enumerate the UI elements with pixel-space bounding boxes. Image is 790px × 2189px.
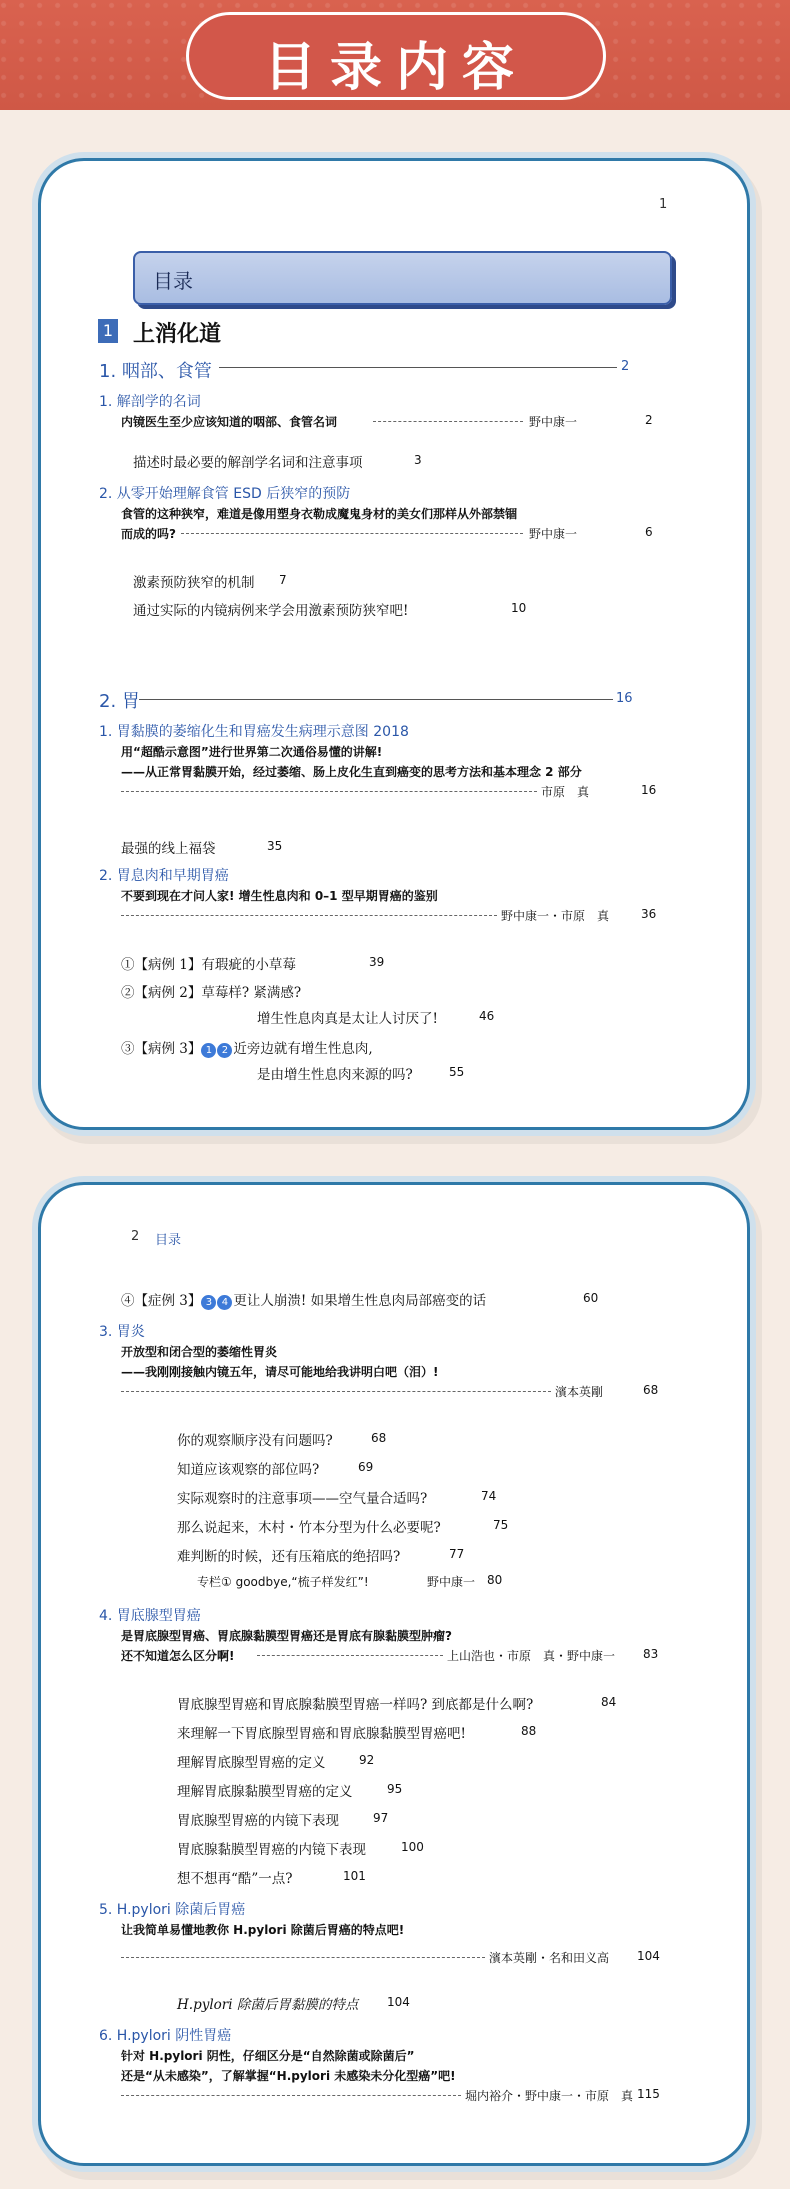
page-ref: 95 (387, 1782, 403, 1796)
toc-item[interactable]: 难判断的时候，还有压箱底的绝招吗? (177, 1549, 401, 1565)
page-ref: 104 (387, 1995, 410, 2009)
leader-dots (373, 421, 523, 422)
section-title[interactable]: 4. 胃底腺型胃癌 (99, 1608, 201, 1624)
page-ref: 36 (641, 907, 657, 921)
author: 市原 真 (541, 785, 590, 799)
page-ref: 68 (643, 1383, 659, 1397)
section-subtitle: 内镜医生至少应该知道的咽部、食管名词 (121, 415, 338, 429)
chapter-2-page: 16 (616, 691, 633, 706)
page-ref: 83 (643, 1647, 659, 1661)
section-title[interactable]: 2. 从零开始理解食管 ESD 后狭窄的预防 (99, 486, 351, 502)
section-subtitle: 食管的这种狭窄，难道是像用塑身衣勒成魔鬼身材的美女们那样从外部禁锢 (121, 507, 518, 521)
toc-heading-bar (133, 251, 672, 305)
figure-badge: 3 (201, 1295, 216, 1310)
author: 上山浩也・市原 真・野中康一 (447, 1649, 616, 1663)
toc-item[interactable]: 理解胃底腺型胃癌的定义 (177, 1755, 326, 1771)
toc-item[interactable]: 来理解一下胃底腺型胃癌和胃底腺黏膜型胃癌吧! (177, 1726, 466, 1742)
page-ref: 88 (521, 1724, 537, 1738)
author: 野中康一 (529, 415, 578, 429)
section-title[interactable]: 1. 胃黏膜的萎缩化生和胃癌发生病理示意图 2018 (99, 724, 409, 740)
toc-item[interactable]: 知道应该观察的部位吗? (177, 1462, 320, 1478)
section-subtitle: 用“超酷示意图”进行世界第二次通俗易懂的讲解! (121, 745, 383, 759)
page-ref: 35 (267, 839, 283, 853)
toc-item[interactable]: 描述时最必要的解剖学名词和注意事项 (133, 455, 363, 471)
figure-badge: 1 (201, 1043, 216, 1058)
toc-item[interactable]: 胃底腺型胃癌的内镜下表现 (177, 1813, 339, 1829)
case-item-cont: 是由增生性息肉来源的吗? (257, 1067, 413, 1083)
page-ref: 10 (511, 601, 527, 615)
case-item[interactable] (121, 1037, 373, 1058)
author: 野中康一 (427, 1575, 476, 1589)
leader-dots (257, 1655, 443, 1656)
column-item[interactable]: 专栏① goodbye,“梳子样发红”! (197, 1575, 369, 1589)
page-ref: 74 (481, 1489, 497, 1503)
author: 堀内裕介・野中康一・市原 真 (465, 2089, 634, 2103)
page-ref: 7 (279, 573, 287, 587)
toc-item[interactable]: 你的观察顺序没有问题吗? (177, 1433, 333, 1449)
toc-page-1 (38, 158, 750, 1130)
toc-item[interactable]: 最强的线上福袋 (121, 841, 216, 857)
page-number: 2 (131, 1229, 140, 1244)
page-ref: 100 (401, 1840, 424, 1854)
page-ref: 2 (645, 413, 653, 427)
section-subtitle: 开放型和闭合型的萎缩性胃炎 (121, 1345, 278, 1359)
author: 野中康一・市原 真 (501, 909, 610, 923)
figure-badge: 2 (217, 1043, 232, 1058)
page-ref: 46 (479, 1009, 495, 1023)
page-ref: 97 (373, 1811, 389, 1825)
leader-dots (121, 915, 497, 916)
section-subtitle: 让我简单易懂地教你 H.pylori 除菌后胃癌的特点吧! (121, 1923, 405, 1937)
part-number-badge: 1 (98, 319, 118, 343)
toc-page-2 (38, 1182, 750, 2166)
page-ref: 115 (637, 2087, 660, 2101)
section-subtitle: 还是“从未感染”，了解掌握“H.pylori 未感染未分化型癌”吧! (121, 2069, 456, 2083)
case-item[interactable]: ①【病例 1】有瑕疵的小草莓 (121, 957, 296, 973)
banner-pill (186, 12, 606, 100)
toc-item[interactable]: 理解胃底腺黏膜型胃癌的定义 (177, 1784, 353, 1800)
section-subtitle: 针对 H.pylori 阴性，仔细区分是“自然除菌或除菌后” (121, 2049, 415, 2063)
chapter-1-leader (219, 367, 617, 368)
section-subtitle: 不要到现在才问人家! 增生性息肉和 0–1 型早期胃癌的鉴别 (121, 889, 438, 903)
page-ref: 101 (343, 1869, 366, 1883)
leader-dots (121, 791, 537, 792)
page-ref: 39 (369, 955, 385, 969)
toc-item[interactable]: 激素预防狭窄的机制 (133, 575, 255, 591)
leader-dots (121, 2095, 461, 2096)
toc-item[interactable]: 实际观察时的注意事项——空气量合适吗? (177, 1491, 428, 1507)
case-text: 近旁边就有增生性息肉, (233, 1041, 373, 1057)
case-text: 更让人崩溃! 如果增生性息肉局部癌变的话 (233, 1293, 487, 1309)
page-ref: 75 (493, 1518, 509, 1532)
toc-item[interactable]: 想不想再“酷”一点? (177, 1871, 293, 1887)
section-subtitle: ——从正常胃黏膜开始，经过萎缩、肠上皮化生直到癌变的思考方法和基本理念 2 部分 (121, 765, 582, 779)
page-ref: 3 (414, 453, 422, 467)
leader-dots (121, 1391, 551, 1392)
author: 野中康一 (529, 527, 578, 541)
author: 濱本英剛・名和田义高 (489, 1951, 610, 1965)
section-title[interactable]: 6. H.pylori 阴性胃癌 (99, 2028, 232, 2044)
leader-dots (121, 1957, 485, 1958)
chapter-2-title[interactable]: 2. 胃 (99, 691, 140, 712)
toc-heading: 目录 (153, 269, 193, 293)
author: 濱本英剛 (555, 1385, 604, 1399)
section-subtitle: 还不知道怎么区分啊! (121, 1649, 235, 1663)
page-ref: 92 (359, 1753, 375, 1767)
section-title[interactable]: 5. H.pylori 除菌后胃癌 (99, 1902, 246, 1918)
page-ref: 16 (641, 783, 657, 797)
leader-dots (181, 533, 523, 534)
chapter-1-page: 2 (621, 359, 630, 374)
page-ref: 104 (637, 1949, 660, 1963)
page-ref: 6 (645, 525, 653, 539)
toc-item[interactable]: 胃底腺黏膜型胃癌的内镜下表现 (177, 1842, 366, 1858)
page-ref: 80 (487, 1573, 503, 1587)
page-ref: 84 (601, 1695, 617, 1709)
section-subtitle: ——我刚刚接触内镜五年，请尽可能地给我讲明白吧（泪）! (121, 1365, 439, 1379)
section-title[interactable]: 1. 解剖学的名词 (99, 394, 201, 410)
section-title[interactable]: 2. 胃息肉和早期胃癌 (99, 868, 229, 884)
case-prefix: ③【病例 3】 (121, 1041, 202, 1057)
header-banner (0, 0, 790, 110)
page-ref: 77 (449, 1547, 465, 1561)
case-prefix: ④【症例 3】 (121, 1293, 202, 1309)
case-item-cont: 增生性息肉真是太让人讨厌了! (257, 1011, 438, 1027)
chapter-2-leader (139, 699, 613, 700)
page-number: 1 (659, 197, 668, 212)
chapter-1-title[interactable]: 1. 咽部、食管 (99, 361, 212, 382)
banner-title: 目录内容 (263, 38, 528, 98)
toc-item[interactable]: H.pylori 除菌后胃黏膜的特点 (177, 1997, 359, 2013)
toc-item[interactable]: 通过实际的内镜病例来学会用激素预防狭窄吧! (133, 603, 409, 619)
page-ref: 69 (358, 1460, 374, 1474)
page-ref: 55 (449, 1065, 465, 1079)
case-item[interactable] (121, 1289, 486, 1310)
part-title: 上消化道 (133, 322, 222, 347)
figure-badge: 4 (217, 1295, 232, 1310)
section-subtitle: 而成的吗? (121, 527, 176, 541)
toc-item[interactable]: 那么说起来，木村・竹本分型为什么必要呢? (177, 1520, 441, 1536)
section-subtitle: 是胃底腺型胃癌、胃底腺黏膜型胃癌还是胃底有腺黏膜型肿瘤? (121, 1629, 452, 1643)
section-title[interactable]: 3. 胃炎 (99, 1324, 145, 1340)
toc-item[interactable]: 胃底腺型胃癌和胃底腺黏膜型胃癌一样吗? 到底都是什么啊? (177, 1697, 534, 1713)
running-header: 目录 (155, 1233, 182, 1248)
case-item[interactable]: ②【病例 2】草莓样? 紧满感? (121, 985, 302, 1001)
page-ref: 60 (583, 1291, 599, 1305)
page-ref: 68 (371, 1431, 387, 1445)
